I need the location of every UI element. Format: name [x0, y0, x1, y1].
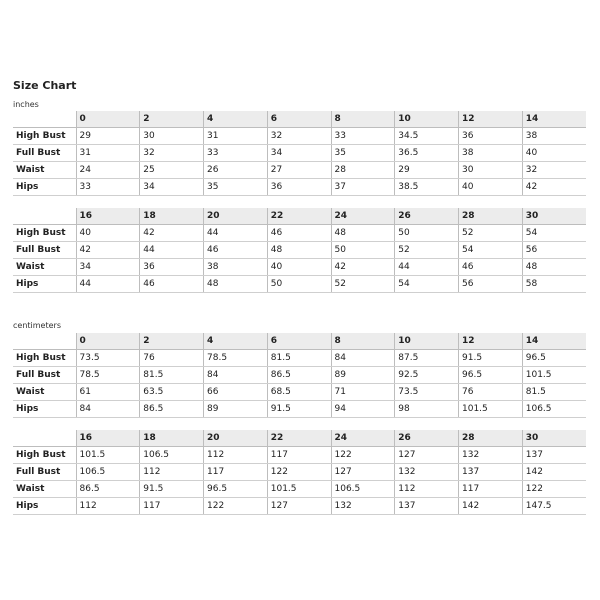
measurement-cell: 117: [459, 481, 523, 498]
measurement-cell: 112: [395, 481, 459, 498]
measurement-cell: 30: [140, 128, 204, 145]
size-header: 30: [522, 208, 586, 225]
measurement-cell: 101.5: [459, 401, 523, 418]
measurement-cell: 87.5: [395, 350, 459, 367]
size-header: 22: [267, 208, 331, 225]
measurement-cell: 101.5: [76, 447, 140, 464]
row-label: High Bust: [13, 128, 76, 145]
measurement-cell: 27: [267, 162, 331, 179]
page-title: Size Chart: [13, 79, 77, 92]
measurement-cell: 91.5: [459, 350, 523, 367]
measurement-cell: 33: [204, 145, 268, 162]
measurement-cell: 24: [76, 162, 140, 179]
measurement-cell: 33: [76, 179, 140, 196]
measurement-cell: 132: [459, 447, 523, 464]
table-row: [13, 447, 586, 464]
measurement-cell: 137: [522, 447, 586, 464]
measurement-cell: 117: [140, 498, 204, 515]
measurement-cell: 56: [522, 242, 586, 259]
table-row: [13, 498, 586, 515]
measurement-cell: 96.5: [459, 367, 523, 384]
row-label: Waist: [13, 481, 76, 498]
measurement-cell: 46: [459, 259, 523, 276]
measurement-cell: 106.5: [331, 481, 395, 498]
measurement-cell: 66: [204, 384, 268, 401]
size-header: 14: [522, 111, 586, 128]
measurement-cell: 137: [459, 464, 523, 481]
measurement-cell: 33: [331, 128, 395, 145]
size-header: 16: [76, 208, 140, 225]
measurement-cell: 50: [331, 242, 395, 259]
size-header: 20: [204, 430, 268, 447]
measurement-cell: 40: [76, 225, 140, 242]
measurement-cell: 68.5: [267, 384, 331, 401]
measurement-cell: 48: [331, 225, 395, 242]
measurement-cell: 38: [522, 128, 586, 145]
size-header: 0: [76, 111, 140, 128]
table-row: [13, 145, 586, 162]
measurement-cell: 34.5: [395, 128, 459, 145]
centimeters-table-1: [13, 333, 586, 418]
measurement-cell: 46: [204, 242, 268, 259]
measurement-cell: 106.5: [140, 447, 204, 464]
measurement-cell: 38.5: [395, 179, 459, 196]
measurement-cell: 137: [395, 498, 459, 515]
measurement-cell: 117: [204, 464, 268, 481]
size-header: 28: [459, 430, 523, 447]
measurement-cell: 38: [204, 259, 268, 276]
measurement-cell: 42: [331, 259, 395, 276]
measurement-cell: 30: [459, 162, 523, 179]
measurement-cell: 127: [331, 464, 395, 481]
size-header: 22: [267, 430, 331, 447]
measurement-cell: 101.5: [267, 481, 331, 498]
measurement-cell: 42: [140, 225, 204, 242]
measurement-cell: 73.5: [76, 350, 140, 367]
size-header: 2: [140, 333, 204, 350]
table-row: [13, 242, 586, 259]
table-row: [13, 367, 586, 384]
measurement-cell: 112: [140, 464, 204, 481]
size-header: 4: [204, 333, 268, 350]
measurement-cell: 84: [204, 367, 268, 384]
size-header: 20: [204, 208, 268, 225]
row-label: Hips: [13, 401, 76, 418]
measurement-cell: 31: [204, 128, 268, 145]
measurement-cell: 52: [331, 276, 395, 293]
size-header: 2: [140, 111, 204, 128]
measurement-cell: 50: [267, 276, 331, 293]
table-row: [13, 401, 586, 418]
measurement-cell: 96.5: [522, 350, 586, 367]
size-header: 26: [395, 430, 459, 447]
header-corner: [13, 111, 76, 128]
size-header-row: [13, 208, 586, 225]
measurement-cell: 40: [267, 259, 331, 276]
measurement-cell: 56: [459, 276, 523, 293]
size-header: 12: [459, 111, 523, 128]
measurement-cell: 122: [267, 464, 331, 481]
measurement-cell: 48: [267, 242, 331, 259]
measurement-cell: 50: [395, 225, 459, 242]
row-label: High Bust: [13, 225, 76, 242]
measurement-cell: 46: [267, 225, 331, 242]
table-row: [13, 464, 586, 481]
measurement-cell: 89: [204, 401, 268, 418]
measurement-cell: 86.5: [267, 367, 331, 384]
measurement-cell: 73.5: [395, 384, 459, 401]
row-label: Waist: [13, 384, 76, 401]
measurement-cell: 117: [267, 447, 331, 464]
measurement-cell: 127: [267, 498, 331, 515]
measurement-cell: 29: [395, 162, 459, 179]
measurement-cell: 25: [140, 162, 204, 179]
table-row: [13, 179, 586, 196]
measurement-cell: 32: [267, 128, 331, 145]
measurement-cell: 29: [76, 128, 140, 145]
table-row: [13, 384, 586, 401]
size-header: 8: [331, 111, 395, 128]
measurement-cell: 76: [140, 350, 204, 367]
measurement-cell: 52: [395, 242, 459, 259]
measurement-cell: 58: [522, 276, 586, 293]
measurement-cell: 35: [331, 145, 395, 162]
measurement-cell: 36: [459, 128, 523, 145]
measurement-cell: 54: [459, 242, 523, 259]
measurement-cell: 76: [459, 384, 523, 401]
size-header: 14: [522, 333, 586, 350]
row-label: Full Bust: [13, 145, 76, 162]
table-row: [13, 481, 586, 498]
centimeters-table-2: [13, 430, 586, 515]
row-label: Hips: [13, 498, 76, 515]
measurement-cell: 44: [395, 259, 459, 276]
measurement-cell: 81.5: [267, 350, 331, 367]
table-row: [13, 225, 586, 242]
header-corner: [13, 208, 76, 225]
table-row: [13, 350, 586, 367]
measurement-cell: 35: [204, 179, 268, 196]
measurement-cell: 36: [267, 179, 331, 196]
measurement-cell: 36.5: [395, 145, 459, 162]
measurement-cell: 92.5: [395, 367, 459, 384]
measurement-cell: 52: [459, 225, 523, 242]
measurement-cell: 122: [331, 447, 395, 464]
measurement-cell: 54: [522, 225, 586, 242]
row-label: Full Bust: [13, 464, 76, 481]
measurement-cell: 48: [522, 259, 586, 276]
size-header: 6: [267, 111, 331, 128]
measurement-cell: 94: [331, 401, 395, 418]
measurement-cell: 142: [522, 464, 586, 481]
measurement-cell: 32: [522, 162, 586, 179]
measurement-cell: 86.5: [76, 481, 140, 498]
measurement-cell: 26: [204, 162, 268, 179]
inches-table-2: [13, 208, 586, 293]
measurement-cell: 96.5: [204, 481, 268, 498]
measurement-cell: 28: [331, 162, 395, 179]
size-header: 30: [522, 430, 586, 447]
size-header: 4: [204, 111, 268, 128]
size-header: 24: [331, 208, 395, 225]
measurement-cell: 42: [522, 179, 586, 196]
size-header: 6: [267, 333, 331, 350]
size-header: 0: [76, 333, 140, 350]
unit-label-centimeters: centimeters: [13, 321, 61, 330]
size-header-row: [13, 333, 586, 350]
measurement-cell: 98: [395, 401, 459, 418]
measurement-cell: 44: [140, 242, 204, 259]
measurement-cell: 44: [204, 225, 268, 242]
measurement-cell: 78.5: [76, 367, 140, 384]
measurement-cell: 34: [140, 179, 204, 196]
row-label: Hips: [13, 179, 76, 196]
row-label: Full Bust: [13, 367, 76, 384]
measurement-cell: 84: [331, 350, 395, 367]
table-row: [13, 128, 586, 145]
measurement-cell: 40: [522, 145, 586, 162]
size-header: 18: [140, 430, 204, 447]
measurement-cell: 40: [459, 179, 523, 196]
measurement-cell: 122: [204, 498, 268, 515]
table-row: [13, 162, 586, 179]
size-header: 26: [395, 208, 459, 225]
measurement-cell: 132: [395, 464, 459, 481]
table-row: [13, 276, 586, 293]
measurement-cell: 44: [76, 276, 140, 293]
measurement-cell: 112: [204, 447, 268, 464]
header-corner: [13, 333, 76, 350]
measurement-cell: 106.5: [76, 464, 140, 481]
size-header-row: [13, 111, 586, 128]
measurement-cell: 61: [76, 384, 140, 401]
measurement-cell: 101.5: [522, 367, 586, 384]
measurement-cell: 91.5: [140, 481, 204, 498]
measurement-cell: 38: [459, 145, 523, 162]
size-header: 24: [331, 430, 395, 447]
size-header: 10: [395, 333, 459, 350]
inches-table-1: [13, 111, 586, 196]
size-header: 18: [140, 208, 204, 225]
size-header: 8: [331, 333, 395, 350]
measurement-cell: 78.5: [204, 350, 268, 367]
row-label: Hips: [13, 276, 76, 293]
measurement-cell: 37: [331, 179, 395, 196]
measurement-cell: 89: [331, 367, 395, 384]
row-label: Waist: [13, 162, 76, 179]
measurement-cell: 81.5: [522, 384, 586, 401]
size-header: 10: [395, 111, 459, 128]
size-header-row: [13, 430, 586, 447]
row-label: Waist: [13, 259, 76, 276]
header-corner: [13, 430, 76, 447]
size-header: 16: [76, 430, 140, 447]
measurement-cell: 86.5: [140, 401, 204, 418]
size-header: 12: [459, 333, 523, 350]
measurement-cell: 36: [140, 259, 204, 276]
measurement-cell: 106.5: [522, 401, 586, 418]
measurement-cell: 63.5: [140, 384, 204, 401]
measurement-cell: 48: [204, 276, 268, 293]
measurement-cell: 32: [140, 145, 204, 162]
measurement-cell: 71: [331, 384, 395, 401]
measurement-cell: 46: [140, 276, 204, 293]
table-row: [13, 259, 586, 276]
measurement-cell: 127: [395, 447, 459, 464]
size-header: 28: [459, 208, 523, 225]
measurement-cell: 81.5: [140, 367, 204, 384]
measurement-cell: 91.5: [267, 401, 331, 418]
measurement-cell: 112: [76, 498, 140, 515]
row-label: High Bust: [13, 447, 76, 464]
measurement-cell: 122: [522, 481, 586, 498]
measurement-cell: 34: [76, 259, 140, 276]
row-label: Full Bust: [13, 242, 76, 259]
measurement-cell: 42: [76, 242, 140, 259]
unit-label-inches: inches: [13, 100, 39, 109]
measurement-cell: 84: [76, 401, 140, 418]
measurement-cell: 31: [76, 145, 140, 162]
measurement-cell: 132: [331, 498, 395, 515]
measurement-cell: 142: [459, 498, 523, 515]
row-label: High Bust: [13, 350, 76, 367]
measurement-cell: 34: [267, 145, 331, 162]
measurement-cell: 147.5: [522, 498, 586, 515]
measurement-cell: 54: [395, 276, 459, 293]
